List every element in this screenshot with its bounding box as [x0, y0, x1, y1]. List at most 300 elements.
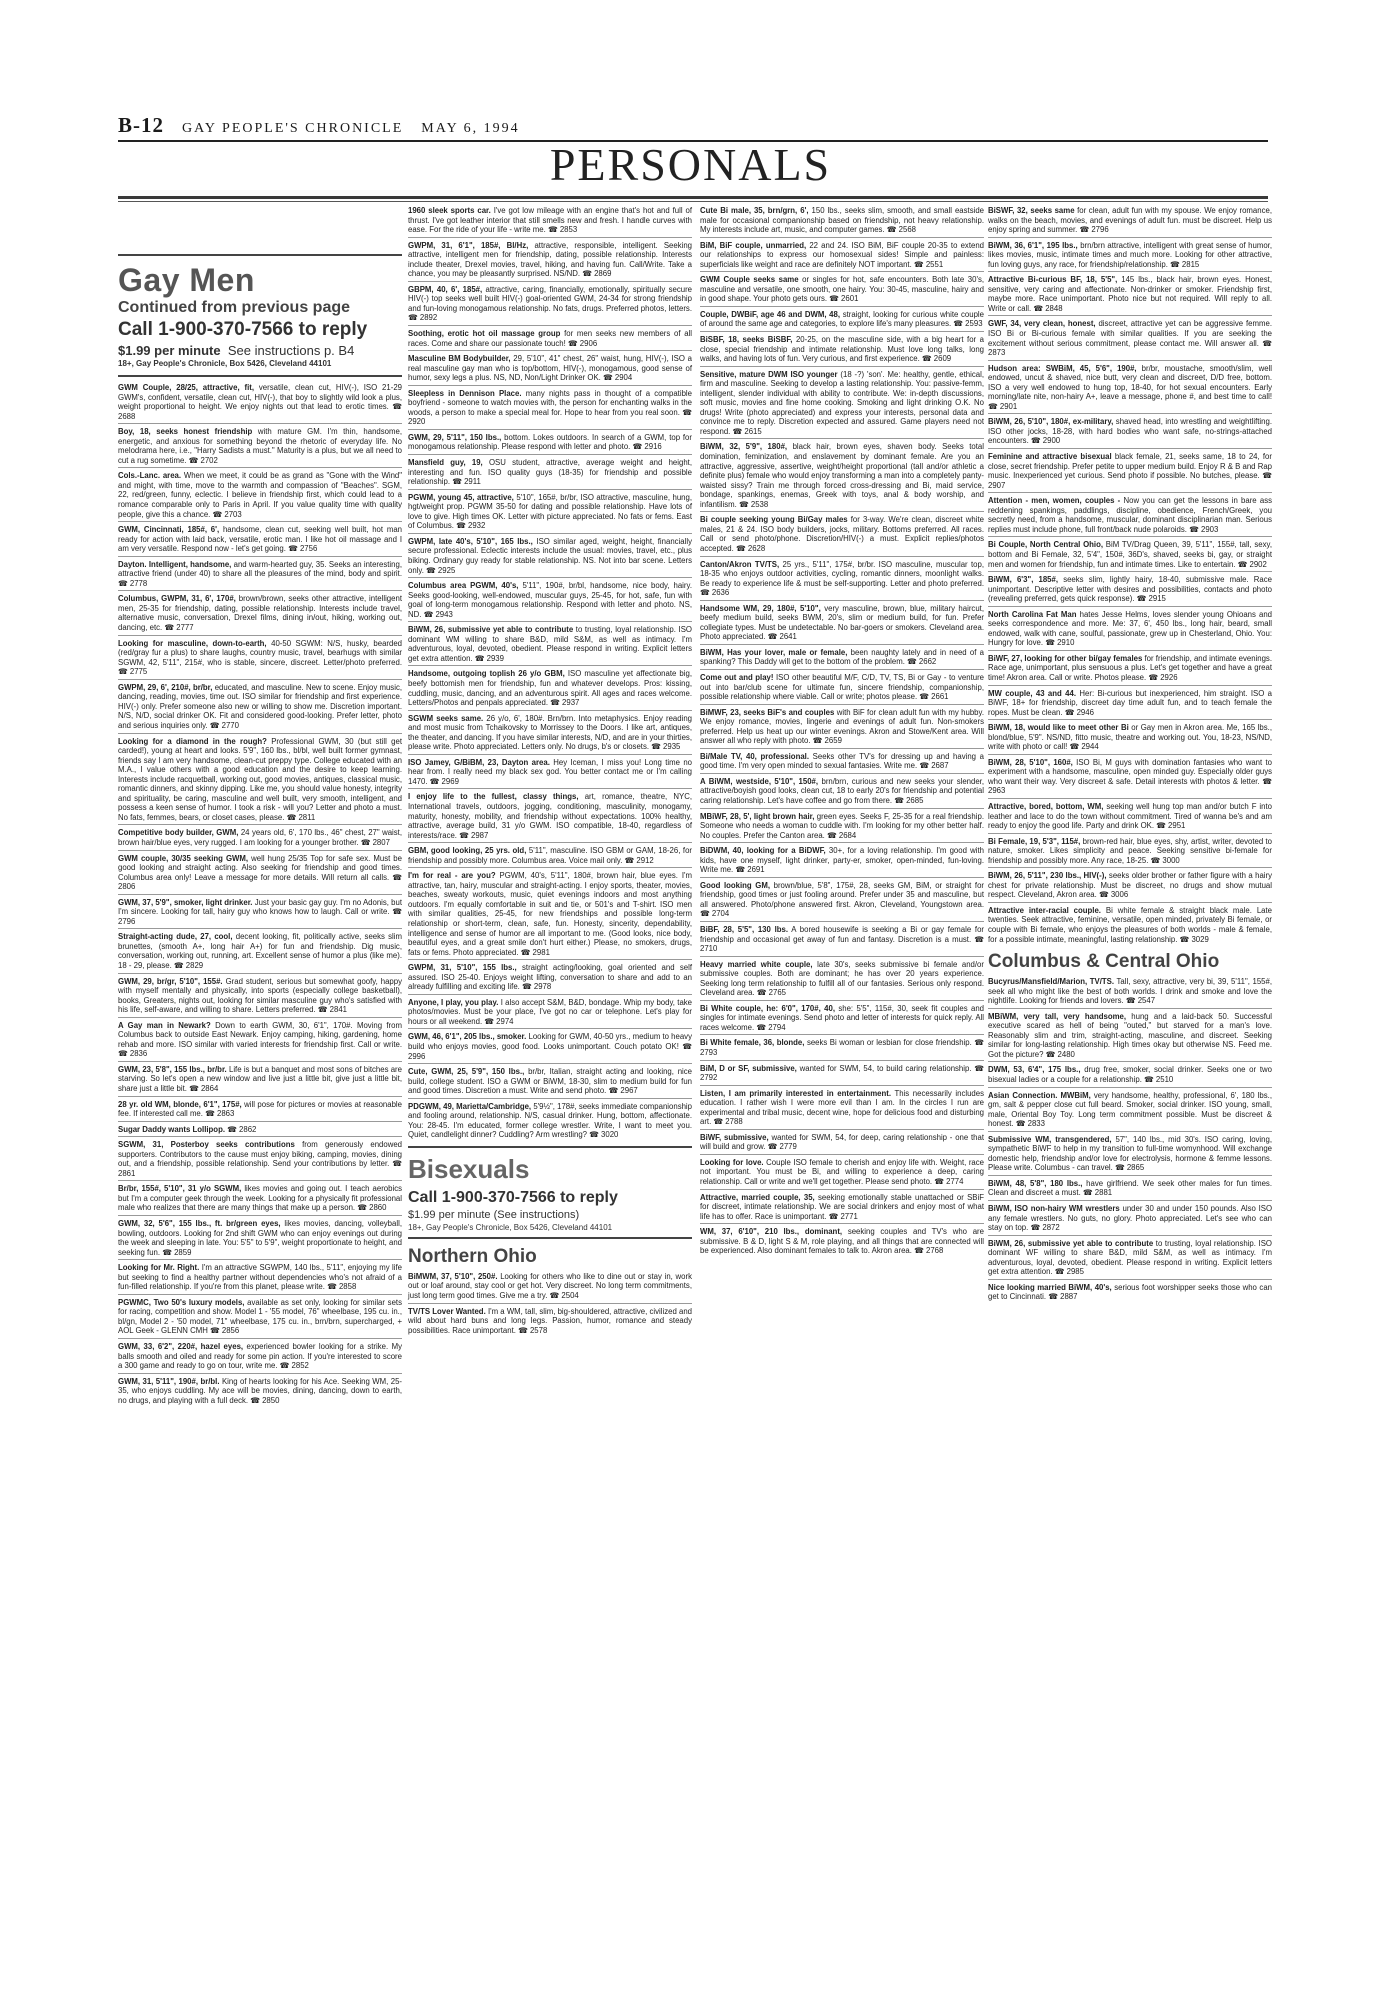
ad-body: well hung 25/35 Top for safe sex. Must be good looking and straight acting. Also seeking for friendship and good times. Columbus area only! Leave a message for more details. Will return all calls. ☎ 2806 [118, 853, 402, 892]
ad-body: under 30 and under 150 pounds. Also ISO any female wrestlers. No guts, no glory. Photo appreciated. Let's see who can stay on top. ☎ 2872 [988, 1204, 1273, 1233]
gay-men-top-rule [118, 254, 402, 256]
ad-body: ISO other beautiful M/F, C/D, TV, TS, Bi or Gay - to venture out into bar/club scene for ultimate fun, sincere friendship, companionship, possible relationship where viable. Call or write; photos please. ☎ 2661 [700, 672, 985, 702]
ad-body: Hey Iceman, I miss you! Long time no hear from. I really need my black sex god. You better contact me or I'm calling 1470. ☎ 2969 [408, 757, 692, 786]
bisexuals-address: 18+, Gay People's Chronicle, Box 5426, Cleveland 44101 [408, 1222, 613, 1232]
ad-lead: Bi White couple, he: 6'0", 170#, 40, [700, 1003, 835, 1013]
ad-body: 150 lbs., seeks slim, smooth, and small eastside male for occasional companionship based on friendship, not heavy relationship. My interests include art, music, and computer games. ☎ 2568 [700, 206, 985, 235]
personal-ad [700, 777, 984, 809]
ad-lead: Attractive, married couple, 35, [700, 1192, 815, 1202]
ad-body: King of hearts looking for his Ace. Seeking WM, 25-35, who enjoys cuddling. My ace will be movies, dining, dancing, down to earth, no drugs, and playing with a full deck. ☎ 2850 [118, 1376, 402, 1405]
ad-lead: Cute Bi male, 35, brn/grn, 6', [700, 206, 809, 215]
personal-ad [700, 1227, 984, 1258]
ad-lead: Competitive body builder, GWM, [118, 828, 239, 838]
ad-body: 5'9½", 178#, seeks immediate companionship and fooling around, relationship. N/S, casual drinker. Hung, bottom, affectionate. You: 28-45. I'm educated, former college wrestler. Write, I want to meet you. Quiet, candlelight dinner? Cuddling? Arm wrestling? ☎ 3020 [408, 1101, 692, 1140]
personal-ad [700, 206, 984, 238]
ad-lead: Bi Couple, North Central Ohio, [988, 540, 1104, 550]
personal-ad [408, 285, 692, 326]
ad-lead: BiWM, 18, would like to meet other Bi [988, 723, 1129, 733]
ad-lead: GWM, 31, 5'11", 190#, br/bl. [118, 1376, 220, 1386]
personal-ad [988, 1091, 1272, 1132]
ad-body: or singles for hot, safe encounters. Both late 30's, masculine and versatile, one smooth, one hairy. You: 30-45, masculine, hairy and in good shape. Your photo gets ours. ☎ 2601 [700, 275, 985, 304]
personal-ad [988, 802, 1272, 834]
ad-lead: Attractive, bored, bottom, WM, [988, 801, 1104, 811]
personal-ad [118, 1125, 402, 1138]
bisexuals-price: $1.99 per minute (See instructions) [408, 1208, 580, 1221]
personal-ad [700, 812, 984, 844]
ad-lead: GWM, 29, br/gr, 5'10", 155#. [118, 976, 223, 986]
personal-ad [118, 1377, 402, 1408]
ad-body: many nights pass in thought of a compatible boyfriend - someone to watch movies with, the person for enchanting walks in the woods, a person to make a special meal for. Hope to hear from you real soon. ☎ 2920 [408, 388, 692, 427]
reply-phone: Call 1-900-370-7566 to reply [118, 319, 368, 340]
ad-body: Life is but a banquet and most sons of bitches are starving. So let's open a new window and live just a little bit, give just a little bit, share just a little bit. ☎ 2864 [118, 1064, 402, 1093]
personal-ad [700, 673, 984, 705]
ad-body: with mature GM. I'm thin, handsome, energetic, and anxious for something beyond the rhetoric of everyday life. No melodrama here, i.e., "Harry Sadists a must." Maturity is a plus, but we all need to cut a rug sometime. ☎ 2702 [118, 427, 403, 465]
personal-ad [988, 206, 1272, 238]
personal-ad [988, 1283, 1272, 1304]
ad-lead: Boy, 18, seeks honest friendship [118, 427, 253, 437]
ad-body: I also accept S&M, B&D, bondage. Whip my body, take photos/movies. Must be your place, I've got no car or telephone. Let's play for hours or all weekend. ☎ 2974 [408, 997, 693, 1026]
column-4 [988, 206, 1272, 1307]
personal-ad [118, 471, 402, 522]
region-columbus: Columbus & Central Ohio [988, 951, 1220, 973]
personal-ad [988, 1012, 1272, 1063]
ad-body: brown/blue, 5'8", 175#, 28, seeks GM, BiM, or straight for friendship, good times or just fooling around. Prefer under 35 and masculine, but all answered. Photo/phone answered first. Akron, Cleveland, Youngstown area. ☎ 2704 [700, 880, 985, 919]
ad-lead: Feminine and attractive bisexual [988, 452, 1112, 462]
personal-ad [700, 275, 984, 307]
personal-ad [700, 1193, 984, 1225]
ad-lead: Canton/Akron TV/TS, [700, 559, 780, 569]
personal-ad [988, 540, 1272, 572]
ad-lead: Straight-acting dude, 27, cool, [118, 932, 233, 942]
ad-lead: Mansfield guy, 19, [408, 458, 483, 468]
personal-ad [118, 1021, 402, 1062]
personal-ad [988, 241, 1272, 273]
personal-ad [700, 310, 984, 332]
ad-body: with BiF for clean adult fun with my hubby. We enjoy romance, movies, lingerie and evenings of adult fun. Non-smokers preferred. Help us heat up our winter evenings. Akron and Stowe/Kent area. Will answer all who reply with photo. ☎ 2659 [700, 707, 984, 746]
ad-body: Seeks other TV's for dressing up and having a good time. I'm very open minded to sexual fantasies. Write me. ☎ 2687 [700, 751, 985, 771]
ad-lead: GWM, 33, 6'2", 220#, hazel eyes, [118, 1342, 244, 1352]
ad-body: 26 y/o, 6', 180#. Brn/brn. Into metaphysics. Enjoy reading and most music from Tchaikovsky to Morrissey to the Doors. I like art, antiques, the theater, and dancing. If you have similar interests, N/D, and are in your thirties, please write. Photo appreciated. Letters only. No drugs, b's or closets. ☎ 2935 [408, 713, 693, 752]
ad-body: 29, 5'10", 41" chest, 26" waist, hung, HIV(-), ISO a real masculine gay man who is top/bottom, HIV(-), monogamous, good sense of humor, sexy legs a plus. NS, ND, Non/Light Drinker OK. ☎ 2904 [408, 354, 692, 383]
ad-lead: GWM, 23, 5'8", 155 lbs., br/br. [118, 1064, 227, 1074]
ads-columbus [988, 977, 1272, 1304]
ad-body: seeking couples and TV's who are submissive. B & D, light S & M, role playing, and all things that are connected will be experienced. Also dominant females to talk to. Akron area. ☎ 2768 [700, 1227, 984, 1256]
ad-lead: BiWM, 36, 6'1", 195 lbs., [988, 240, 1078, 250]
ad-lead: Listen, I am primarily interested in entertainment. [700, 1088, 891, 1098]
ad-body: Just your basic gay guy. I'm no Adonis, but I'm sincere. Looking for tall, hairy guy who knows how to laugh. Call or write. ☎ 2796 [118, 897, 402, 926]
ads-column-2 [408, 206, 692, 1142]
ad-body: ISO masculine yet affectionate big, beefy bottomish men for friendship, fun and whatever develops. Pros: kissing, cuddling, music, dancing, and an adventurous spirit. All ages and races welcome. Letters/Photos and penpals appreciated. ☎ 2937 [408, 669, 693, 708]
personal-ad [118, 594, 402, 635]
personal-ad [118, 1298, 402, 1339]
ad-lead: BiWM, 26, 5'11", 230 lbs., HIV(-), [988, 871, 1107, 881]
personal-ad [700, 881, 984, 922]
personal-ad [988, 758, 1272, 799]
ad-lead: Sleepless in Dennison Place. [408, 388, 522, 398]
column-2 [408, 206, 692, 1340]
personal-ad [988, 1204, 1272, 1236]
ad-lead: Looking for love. [700, 1157, 764, 1167]
personal-ad [408, 758, 692, 790]
personal-ad [118, 977, 402, 1018]
ad-lead: Columbus area PGWM, 40's, [408, 581, 519, 591]
ad-body: brn/brn attractive, intelligent with great sense of humor, likes movies, music, intimate times and much more. Looking for other attractive, fun loving guys, any race, for friendship/relationship. ☎ 2815 [988, 240, 1272, 269]
personal-ad [118, 1140, 402, 1181]
ad-body: attractive, responsible, intelligent. Seeking attractive, intelligent men for friendship, dating, possible relationship. Interests include theater, Drexel movies, travel, hiking, and having fun. Call/Write. Take a chance, you may be pleasantly surprised. NS/ND. ☎ 2869 [408, 240, 693, 279]
ad-body: Down to earth GWM, 30, 6'1", 170#. Moving from Columbus back to outside East Newark. Enjoy camping, hiking, gardening, home rehab and more. ISO similar with varied interests for friendship first. Call or write. ☎ 2836 [118, 1020, 402, 1059]
ad-lead: Bucyrus/Mansfield/Marion, TV/TS. [988, 977, 1115, 987]
personal-ad [988, 977, 1272, 1009]
ad-lead: A Gay man in Newark? [118, 1020, 211, 1030]
personal-ad [118, 1219, 402, 1260]
ad-lead: Handsome, outgoing toplish 26 y/o GBM, [408, 669, 565, 679]
ad-lead: Bi couple seeking young Bi/Gay males [700, 515, 848, 525]
ad-lead: GWM, 29, 5'11", 150 lbs., [408, 432, 502, 442]
ad-body: brn/brn, curious and new seeks your slender, attractive/boyish good looks, clean cut, 18 to early 20's for friendship and potential caring relationship. Let's have coffee and go from there. ☎ 2685 [700, 776, 984, 805]
ad-body: experienced bowler looking for a strike. My balls smooth and oiled and ready for some pin action. If you're interested to score a 300 game and ready to go on tour, write me. ☎ 2852 [118, 1342, 402, 1371]
personal-ad [118, 737, 402, 826]
ad-lead: BiWM, 26, submissive yet able to contribute [988, 1238, 1154, 1248]
personal-ad [118, 560, 402, 592]
ad-lead: Sensitive, mature DWM ISO younger [700, 369, 838, 379]
ad-lead: BiWM, ISO non-hairy WM wrestlers [988, 1204, 1120, 1214]
personal-ad [700, 1004, 984, 1036]
ad-body: ISO Bi, M guys with domination fantasies who want to experiment with a handsome, masculine, open minded guy. Especially older guys who want their way. Very discreet & safe. Detail interests with photos & letter. ☎ 2963 [988, 757, 1272, 796]
column-3 [700, 206, 984, 1261]
ad-lead: MBiWM, very tall, very handsome, [988, 1011, 1127, 1021]
personal-ad [700, 335, 984, 367]
personal-ad [988, 496, 1272, 537]
ad-lead: BiWM, Has your lover, male or female, [700, 647, 848, 657]
ad-body: br/br, Italian, straight acting and looking, nice build, college student. ISO a GWM or BiWM, 18-30, slim to medium build for fun and good times. Discretion a must. Write and send photo. ☎ 2967 [408, 1067, 692, 1096]
ad-body: OSU student, attractive, average weight and height, interesting and fun. ISO quality guys (18-35) for friendship and possible relationship. ☎ 2911 [408, 458, 692, 487]
ad-lead: Sugar Daddy wants Lollipop. [118, 1124, 225, 1134]
personal-ad [408, 1067, 692, 1099]
ad-lead: GWPM, 29, 6', 210#, br/br, [118, 682, 213, 692]
ad-lead: GWM Couple seeks same [700, 275, 799, 285]
ad-lead: Cute, GWM, 25, 5'9", 150 lbs., [408, 1067, 525, 1077]
ad-body: 40-50 SGWM: N/S, husky, bearded (red/gray fur a plus) to share laughs, country music, travel, bearhugs with similar SGWM, 42, 5'11", 215#, who is stable, sincere, discreet. Letter/photo preferred. ☎ 2775 [118, 638, 403, 677]
ad-lead: GWM, 37, 5'9", smoker, light drinker. [118, 897, 253, 907]
ad-body: br/br, moustache, smooth/slim, well endowed, uncut & shaved, nice butt, very clean and discreet, D/D free, bottom. ISO a very well endowed to hung top, 18-40, for hot sexual encounters. Early morning/late nite, non-hairy A+, leave a message, phone #, and best time to call! ☎ 2901 [988, 363, 1273, 411]
issue-date: MAY 6, 1994 [421, 121, 520, 136]
page-number: B-12 [118, 113, 164, 137]
ad-lead: Hudson area: SWBiM, 45, 5'6", 190#, [988, 363, 1137, 373]
personal-ad [700, 1133, 984, 1155]
ad-body: 5'10", 165#, br/br, ISO attractive, masculine, hung, hgt/weight prop. PGWM 35-50 for dating and possible relationship. Have lots of love to give. High times OK. Letter with picture appreciated. No fats or fems. East of Columbus. ☎ 2932 [408, 492, 692, 531]
personal-ad [988, 689, 1272, 721]
ad-lead: DWM, 53, 6'4", 175 lbs., [988, 1065, 1081, 1075]
ad-lead: BiWM, 26, 5'10", 180#, ex-military, [988, 417, 1114, 427]
personal-ad [118, 683, 402, 734]
personal-ad [408, 792, 692, 843]
personal-ad [988, 275, 1272, 316]
personal-ad [408, 1272, 692, 1304]
ad-body: or Gay men in Akron area. Me, 165 lbs., blond/blue, 5'9". NS/ND, fitto music, theatre and working out. You, 18-23, NS/ND, write with photo or call! ☎ 2944 [988, 723, 1272, 752]
personal-ad [118, 898, 402, 930]
ad-body: art, romance, theatre, NYC, International travels, outdoors, jogging, conditioning, masculinity, monogamy, maturity, honesty, mobility, and friendship without expectations. 100% healthy, attractive, average build, 31 y/o GWM. ISO compatible, 18-40, regardless of interests/race. ☎ 2987 [408, 792, 693, 840]
bisexuals-mid-rule [408, 1237, 692, 1239]
ad-body: seeks slim, lightly hairy, 18-40, submissive male. Race unimportant. Descriptive letter with desires and possibilities, contacts and photo (revealing preferred, gets quick response). ☎ 2915 [988, 575, 1272, 604]
ad-body: bottom. Lokes outdoors. In search of a GWM, top for monogamous relationship. Please respond with letter and photo. ☎ 2916 [408, 432, 692, 452]
ad-body: handsome, clean cut, seeking well built, hot man ready for action with laid back, versatile, erotic man. I like hot oil massage and I am very versatile. Respond now - let's get going. ☎ 2756 [118, 525, 402, 554]
personal-ad [700, 925, 984, 957]
personal-ad [408, 963, 692, 995]
ad-body: educated, and masculine. New to scene. Enjoy music, dancing, reading, movies, time out. ISO similar for friendship and first experience. HIV(-) only. Prefer someone also new or willing to show me. Discretion important. N/S, N/D, social drinker OK. Fit and considered good-looking. Prefer letter, photo and serious inquiries only. ☎ 2770 [118, 682, 403, 730]
section-rule [118, 196, 1268, 199]
personal-ad [988, 654, 1272, 686]
personal-ad [118, 828, 402, 850]
ad-lead: GWM, 46, 6'1", 205 lbs., smoker. [408, 1032, 527, 1042]
ads-column-4 [988, 206, 1272, 946]
personal-ad [408, 389, 692, 430]
personal-ad [408, 354, 692, 386]
price-note: See instructions p. B4 [227, 343, 355, 358]
personal-ad [988, 871, 1272, 903]
personal-ad [408, 714, 692, 755]
personal-ad [700, 1089, 984, 1130]
ad-lead: PGWM, young 45, attractive, [408, 492, 514, 502]
ad-body: drug free, smoker, social drinker. Seeks one or two bisexual ladies or a couple for a relationship. ☎ 2510 [988, 1065, 1272, 1085]
ad-lead: Anyone, I play, you play. [408, 997, 499, 1007]
ad-lead: North Carolina Fat Man [988, 609, 1077, 619]
ad-body: brown/brown, seeks other attractive, intelligent men, 25-35 for friendship, dating, possible relationship. Interests include travel, alternative music, conversation, Drexel films, dining in/out, hiking, working out, dancing, etc. ☎ 2777 [118, 594, 402, 633]
ad-lead: Br/br, 155#, 5'10", 31 y/o SGWM, [118, 1184, 242, 1194]
personal-ad [408, 846, 692, 868]
personal-ad [408, 581, 692, 622]
ad-lead: GBM, good looking, 25 yrs. old, [408, 846, 527, 856]
ad-body: Professional GWM, 30 (but still get carded!), young at heart and looks. 5'9", 160 lbs., bl/bl, well built former gymnast, friends say I am very handsome, clean-cut preppy type. College educated with an M.A., I value others with a good education and the desire to keep learning. Interests include racquetball, working out, good movies, antiques, classical music, romantic dinners, and skinny dipping. Like me, you should value honesty, integrity and spirituality, be caring, masculine and well built, very smooth, intelligent, and possess a keen sense of humor. I took a risk - will you? Letter and photo a must. No fats, femmes, bears, or closet cases, please. ☎ 2811 [118, 736, 403, 822]
personal-ad [700, 708, 984, 749]
personal-ad [408, 1032, 692, 1064]
personal-ad [988, 575, 1272, 607]
personal-ad [988, 1065, 1272, 1087]
ad-lead: SGWM, 31, Posterboy seeks contributions [118, 1140, 295, 1150]
personal-ad [700, 1158, 984, 1190]
continued-note: Continued from previous page [118, 299, 351, 316]
ad-lead: WM, 37, 6'10", 210 lbs., dominant, [700, 1227, 843, 1237]
ad-lead: Bi Female, 19, 5'3", 115#, [988, 836, 1081, 846]
personal-ad [408, 329, 692, 351]
ad-lead: BiSWF, 32, seeks same [988, 206, 1075, 215]
personal-ad [988, 364, 1272, 415]
ad-body: shaved head, into wrestling and weightlifting. ISO other jocks, 18-28, with hard bodies who want safe, no-strings-attached encounters. ☎ 2900 [988, 417, 1272, 446]
ad-body: 30+, for a loving relationship. I'm good with kids, have one myself, light drinker, party-er, smoker, open-minded, fun-loving. Write me. ☎ 2691 [700, 846, 984, 875]
personal-ad [408, 1102, 692, 1142]
personal-ad [118, 1263, 402, 1295]
personal-ad [700, 1038, 984, 1060]
ad-body: late 30's, seeks submissive bi female and/or submissive couples. Both are dominant; he has over 20 years experience. Seeking long term relationship to fulfill all of our fantasies. Serious only respond. Cleveland area. ☎ 2765 [700, 959, 984, 998]
ad-lead: Masculine BM Bodybuilder, [408, 354, 511, 364]
ad-lead: BiWM, 48, 5'8", 180 lbs., [988, 1178, 1083, 1188]
personal-ad [118, 1184, 402, 1216]
ads-column-3 [700, 206, 984, 1258]
personal-ad [700, 241, 984, 273]
personal-ad [118, 383, 402, 424]
bisexuals-reply-phone: Call 1-900-370-7566 to reply [408, 1188, 618, 1206]
ad-body: black female, 21, seeks same, 18 to 24, for close, secret friendship. Prefer petite to upper medium build. Enjoy R & B and Rap music. Inexperienced yet curious. Send photo if possible. No butches, please. ☎ 2907 [988, 452, 1272, 490]
ad-lead: MW couple, 43 and 44. [988, 688, 1077, 698]
ad-body: PGWM, 40's, 5'11", 180#, brown hair, blue eyes. I'm attractive, tan, hairy, muscular and straight-acting. I enjoy sports, theater, movies, beaches, sweaty workouts, music, quiet evenings indoors and most anything outdoors. I'm equally comfortable in suit and tie, or 501's and T-shirt. ISO men with similar qualities, 25-45, for new friendships and possible long-term relationship or short-term, clean, safe, fun. Honesty, sincerity, dependability, intelligence and sense of humor are all important to me. (Good looks, nice body, beautiful eyes, and a great smile don't hurt either.) Please, no smokers, drugs, fats or fems. Photo appreciated. ☎ 2981 [408, 871, 692, 957]
ad-body: Looking for GWM, 40-50 yrs., medium to heavy build who enjoys movies, good food. Looks unimportant. Couch potato OK! ☎ 2996 [408, 1032, 692, 1061]
ad-lead: GWPM, late 40's, 5'10", 165 lbs., [408, 536, 533, 546]
gay-men-bottom-rule [118, 375, 402, 377]
ad-lead: Heavy married white couple, [700, 959, 813, 969]
ad-body: Tall, sexy, attractive, very bi, 39, 5'11", 155#, seek all who might like the best of both worlds. I drink and smoke and love the nightlife. Looking for friends and lovers. ☎ 2547 [988, 977, 1272, 1006]
ad-body: Couple ISO female to cherish and enjoy life with. Weight, race not important. You must be Bi, and willing to experience a deep, caring relationship. Call or write and we'll get together. Please send photo. ☎ 2774 [700, 1157, 984, 1187]
personal-ad [408, 206, 692, 238]
personal-ad [118, 854, 402, 895]
ad-lead: BiWM, 6'3", 185#, [988, 575, 1059, 585]
ad-body: been naughty lately and in need of a spanking? This Daddy will get to the bottom of the problem. ☎ 2662 [700, 647, 984, 667]
ad-lead: Good looking GM, [700, 880, 770, 890]
ad-body: seeks older brother or father figure with a hairy chest for private relationship. Must be discreet, no drugs and show mutual respect. Cleveland, Akron area. ☎ 3006 [988, 871, 1273, 900]
ad-body: Looking for others who like to dine out or stay in, work out or loaf around, stay cool or get hot. Very discreet. No long term commitments, just long term good times. Give me a try. ☎ 2504 [408, 1271, 692, 1301]
ad-lead: BiWM, 32, 5'9", 180#, [700, 442, 788, 452]
personal-ad [408, 241, 692, 282]
personal-ad [700, 604, 984, 645]
ad-lead: PGWMC, Two 50's luxury models, [118, 1297, 245, 1307]
ad-body: very handsome, healthy, professional, 6', 180 lbs., gm, salt & pepper close cut full beard. Smoker, social drinker. ISO young, small, male, Oriental Boy Toy. Long term commitment possible. Must be discreet & honest. ☎ 2833 [988, 1090, 1273, 1129]
ad-lead: Dayton. Intelligent, handsome, [118, 559, 232, 569]
personal-ad [700, 370, 984, 440]
ad-lead: Handsome WM, 29, 180#, 5'10", [700, 603, 821, 613]
ad-body: seeking well hung top man and/or butch F into leather and lace to do the town without commitment. Tired of wanna be's and am ready to enjoy the good life. Party and drink OK. ☎ 2951 [988, 801, 1272, 831]
ad-body: for friendship, and intimate evenings. Race age, unimportant, plus sensuous a plus. Let's get together and have a great time! Akron area. Call or write. Photos please. ☎ 2926 [988, 653, 1272, 682]
ad-body: for men seeks new members of all races. Come and share our passionate touch! ☎ 2906 [408, 329, 692, 348]
ad-body: I've got low mileage with an engine that's hot and full of thrust. I've got leather interior that still smells new and fresh. I handle curves with ease. For the ride of your life - write me. ☎ 2853 [408, 206, 692, 235]
ad-lead: GWPM, 31, 5'10", 155 lbs., [408, 963, 517, 973]
personal-ad [408, 433, 692, 455]
ads-northern-ohio [408, 1272, 692, 1337]
ad-body: ISO similar aged, weight, height, financially secure professional. Eclectic interests include the usual: movies, travel, etc., plus biking. Ordinary guy ready for stable relationship. NS. Not into bar scene. Letters only. ☎ 2925 [408, 536, 693, 575]
personal-ad [700, 1064, 984, 1086]
ad-body: Bi white female & straight black male. Late twenties. Seek attractive, feminine, versatile, open minded, privately Bi female, or couple with Bi female, who enjoys the pleasures of both worlds - male & female, for a possible intimate, meaningful, lasting relationship. ☎ 3029 [988, 905, 1272, 944]
ad-body: BiM TV/Drag Queen, 39, 5'11", 155#, tall, sexy, bottom and Bi Female, 32, 5'4", 150#, 36D's, shaved, seeks bi, gay, or straight men and women for friendship, fun and intimate times. Like to entertain. ☎ 2902 [988, 540, 1272, 569]
ad-lead: Asian Connection. MWBiM, [988, 1090, 1091, 1100]
ad-lead: BiWF, 27, looking for other bi/gay females [988, 653, 1143, 663]
ad-lead: Bi/Male TV, 40, professional. [700, 751, 809, 761]
personal-ad [700, 648, 984, 670]
ad-body: green eyes. Seeks F, 25-35 for a real friendship. Someone who needs a woman to cuddle with. I'm looking for my other better half. No couples. Prefer the Canton area. ☎ 2684 [700, 811, 984, 840]
ad-body: Now you can get the lessons in bare ass reddening spankings, paddlings, discipline, obedience, French/Greek, you secretly need, from a handsome, muscular, dominant disciplinarian man. Serious replies must include phone, full front/back nude polaroids. ☎ 2903 [988, 496, 1272, 534]
ad-body: versatile, clean cut, HIV(-), ISO 21-29 GWM's, confident, versatile, clean cut, HIV(-), that boy to slightly wild look a plus, weight proportional to height. We enjoy nights out that lead to erotic times. ☎ 2688 [118, 383, 402, 421]
ad-body: (18 -?) 'son'. Me: healthy, gentle, ethical, firm and masculine. Seeking to develop a lasting relationship. You: passive-femm, intelligent, slender individual with ability to contribute. We: in-depth discussions, soft music, movies and fine home cooking. Smoking and light drinking O.K. No drugs! Write (photo appreciated) and express your interests, personal data and convince me to reply. Discretion expected and assured. Game players need not respond. ☎ 2615 [700, 369, 984, 436]
ad-lead: Attractive inter-racial couple. [988, 905, 1101, 915]
newspaper-name: GAY PEOPLE'S CHRONICLE [182, 121, 404, 136]
personal-ad [118, 1065, 402, 1097]
personal-ad [700, 515, 984, 556]
ad-body: for clean, adult fun with my spouse. We enjoy romance, walks on the beach, movies, and evenings of adult fun. must be discreet. Help us enjoy spring and summer. ☎ 2796 [988, 206, 1272, 235]
ad-lead: BiMWM, 37, 5'10", 250#. [408, 1271, 498, 1281]
ad-body: and warm-hearted guy, 35. Seeks an interesting, attractive friend (under 40) to share all the pleasures of the mind, body and spirit. ☎ 2778 [118, 559, 402, 588]
ad-lead: 28 yr. old WM, blonde, 6'1", 175#, [118, 1099, 242, 1109]
personal-ad [988, 319, 1272, 360]
ad-body: wanted for SWM, 54, for deep, caring relationship - one that will build and grow. ☎ 2779 [700, 1132, 984, 1152]
ad-lead: Attractive Bi-curious BF, 18, 5'5", [988, 275, 1118, 285]
ad-lead: BiMWF, 23, seeks BiF's and couples [700, 707, 835, 717]
ads-column-1 [118, 383, 402, 1407]
personal-ad [988, 1179, 1272, 1201]
ad-lead: TV/TS Lover Wanted. [408, 1306, 486, 1316]
ad-body: I'm a WM, tall, slim, big-shouldered, attractive, civilized and wild about hard buns and long legs. Passion, humor, romance and steady possibilities. Race unimportant. ☎ 2578 [408, 1306, 693, 1335]
ad-lead: GWF, 34, very clean, honest, [988, 319, 1096, 329]
ad-body: 20-25, on the masculine side, with a big heart for a close, special friendship and intimate relationship. Must love long talks, long walks, and having lots of fun. Very curious, and first experience. ☎ 2609 [700, 335, 984, 364]
ad-lead: Couple, DWBiF, age 46 and DWM, 48, [700, 309, 841, 319]
bisexuals-heading: Bisexuals [408, 1153, 530, 1184]
personal-ad [408, 669, 692, 710]
personal-ad [988, 837, 1272, 869]
personal-ad [700, 960, 984, 1001]
ad-body: will pose for pictures or movies at reasonable fee. If interested call me. ☎ 2863 [118, 1099, 403, 1119]
ad-lead: GWM couple, 30/35 seeking GWM, [118, 853, 249, 863]
ad-lead: Attention - men, women, couples - [988, 496, 1121, 506]
personal-ad [700, 442, 984, 512]
personal-ad [118, 1100, 402, 1122]
ad-lead: BiM, D or SF, submissive, [700, 1063, 797, 1073]
section-title: PERSONALS [549, 139, 832, 190]
personal-ad [700, 846, 984, 878]
personal-ad [408, 1307, 692, 1338]
ad-lead: Looking for Mr. Right. [118, 1263, 200, 1273]
ad-body: she: 5'5", 115#, 30, seek fit couples and singles for intimate evenings. Send photo and letter of interests for quick reply. All races welcome. ☎ 2794 [700, 1003, 984, 1032]
price-line [118, 342, 402, 359]
ad-lead: PDGWM, 49, Marietta/Cambridge, [408, 1101, 532, 1111]
ad-lead: Looking for a diamond in the rough? [118, 736, 267, 746]
ad-lead: BiBF, 28, 5'5", 130 lbs. [700, 925, 789, 934]
price: $1.99 per minute [118, 343, 221, 358]
ad-lead: Columbus, GWPM, 31, 6', 170#, [118, 594, 236, 604]
personal-ad [118, 1342, 402, 1374]
bisexuals-top-rule [408, 1146, 692, 1148]
ad-body: This necessarily includes education. I rather wish I were more evil than I am. In the circles I run are experimental and tribal music, decent wine, hope for delicious food and disturbing art. ☎ 2788 [700, 1088, 984, 1127]
section-rule-thin [118, 201, 1268, 202]
ad-body: seeking emotionally stable unattached or SBiF for discreet, intimate relationship. We are social drinkers and enjoy most of what life has to offer. Race is unimportant. ☎ 2771 [700, 1192, 984, 1221]
ad-body: 5'11", 190#, br/bl, handsome, nice body, hairy. Seeks good-looking, well-endowed, muscular guys, 25-45, for hot, safe, fun with goal of long-term monogamous relationship. Respond with letter and photo. NS, ND. ☎ 2943 [408, 581, 692, 619]
personal-ad [988, 906, 1272, 946]
ad-body: discreet, attractive yet can be aggressive femme. ISO Bi or Bi-curious female with similar qualities. If you are seeking the excitement without serious commitment, please contact me. Will answer all. ☎ 2873 [988, 319, 1272, 358]
ad-lead: SGWM seeks same. [408, 713, 484, 723]
ad-body: 57", 140 lbs., mid 30's. ISO caring, loving, sympathetic BiWF to help in my transition to full-time womynhood. Will exchange domestic help, friendship and/or love for electrolysis, hormone & femme lessons. Please write. Columbus - can travel. ☎ 2865 [988, 1134, 1273, 1173]
ad-body: likes movies and going out. I teach aerobics but I'm a computer geek through the week. Looking for a physically fit professional male who realizes that there are many things that make up a person. ☎ 2860 [118, 1184, 402, 1213]
ad-body: straight, looking for curious white couple of around the same age and categories, to explore life's many pleasures. ☎ 2593 [700, 309, 984, 329]
ad-lead: BiWM, 26, submissive yet able to contribute [408, 625, 574, 635]
ad-body: brown-red hair, blue eyes, shy, artist, writer, devoted to nature, smoker. Likes simplicity and peace. Seeking sensitive bi-female for friendship and possibly more. Any race, 18-25. ☎ 3000 [988, 836, 1272, 865]
mailing-address: 18+, Gay People's Chronicle, Box 5426, Cleveland 44101 [118, 359, 332, 368]
personal-ad [988, 610, 1272, 651]
personal-ad [118, 427, 402, 468]
page-header [118, 113, 1268, 135]
ad-lead: Bi White female, 36, blonde, [700, 1038, 805, 1048]
ad-body: straight acting/looking, goal oriented and self assured. ISO 25-40. Enjoys weight lifting, conversation to share and add to an already fulfilling and exciting life. ☎ 2978 [408, 963, 692, 992]
personal-ad [408, 537, 692, 578]
ad-body: 145 lbs., black hair, brown eyes. Honest, sensitive, very caring and affectionate. Non-drinker or smoker. Friendship first, maybe more. Race unimportant. Photo nice but not required. Will reply to all. Write or call. ☎ 2848 [988, 275, 1272, 313]
personal-ad [988, 1135, 1272, 1176]
ad-lead: Nice looking married BiWM, 40's, [988, 1282, 1112, 1292]
ad-body: ☎ 2862 [227, 1124, 257, 1134]
ad-body: to trusting, loyal relationship. ISO dominant WF willing to share B&D, mild S&M, as well as intimacy. I'm adventurous, loyal, devoted, obedient. Please respond in writing. Explicit letters get extra attention. ☎ 2985 [988, 1238, 1272, 1277]
ad-body: available as set only, looking for similar sets for racing, competition and show. Model 1 - '55 model, 76" wheelbase, 195 cu. in., bl/gn, Model 2 - '50 model, 71" wheelbase, 175 cu. in., brn/brn, supercharged, + AOL Geek - GLENN CMH ☎ 2856 [118, 1297, 402, 1336]
ad-body: A bored housewife is seeking a Bi or gay female for friendship and occasional get away of fun and fantasy. Discretion is a must. ☎ 2710 [700, 925, 984, 954]
personal-ad [700, 752, 984, 774]
personal-ad [988, 417, 1272, 449]
ad-body: 25 yrs., 5'11", 175#, br/br. ISO masculine, muscular top, 18-35 who enjoys outdoor activities, cycling, romantic dinners, moonlight walks. Be ready to experience life & must be self-supporting. Letter and photo preferred. ☎ 2636 [700, 559, 984, 598]
personal-ad [988, 452, 1272, 493]
ad-lead: GWM, Cincinnati, 185#, 6', [118, 525, 220, 535]
column-1 [118, 250, 402, 1410]
personal-ad [408, 871, 692, 960]
ad-lead: MBiWF, 28, 5', light brown hair, [700, 811, 815, 821]
